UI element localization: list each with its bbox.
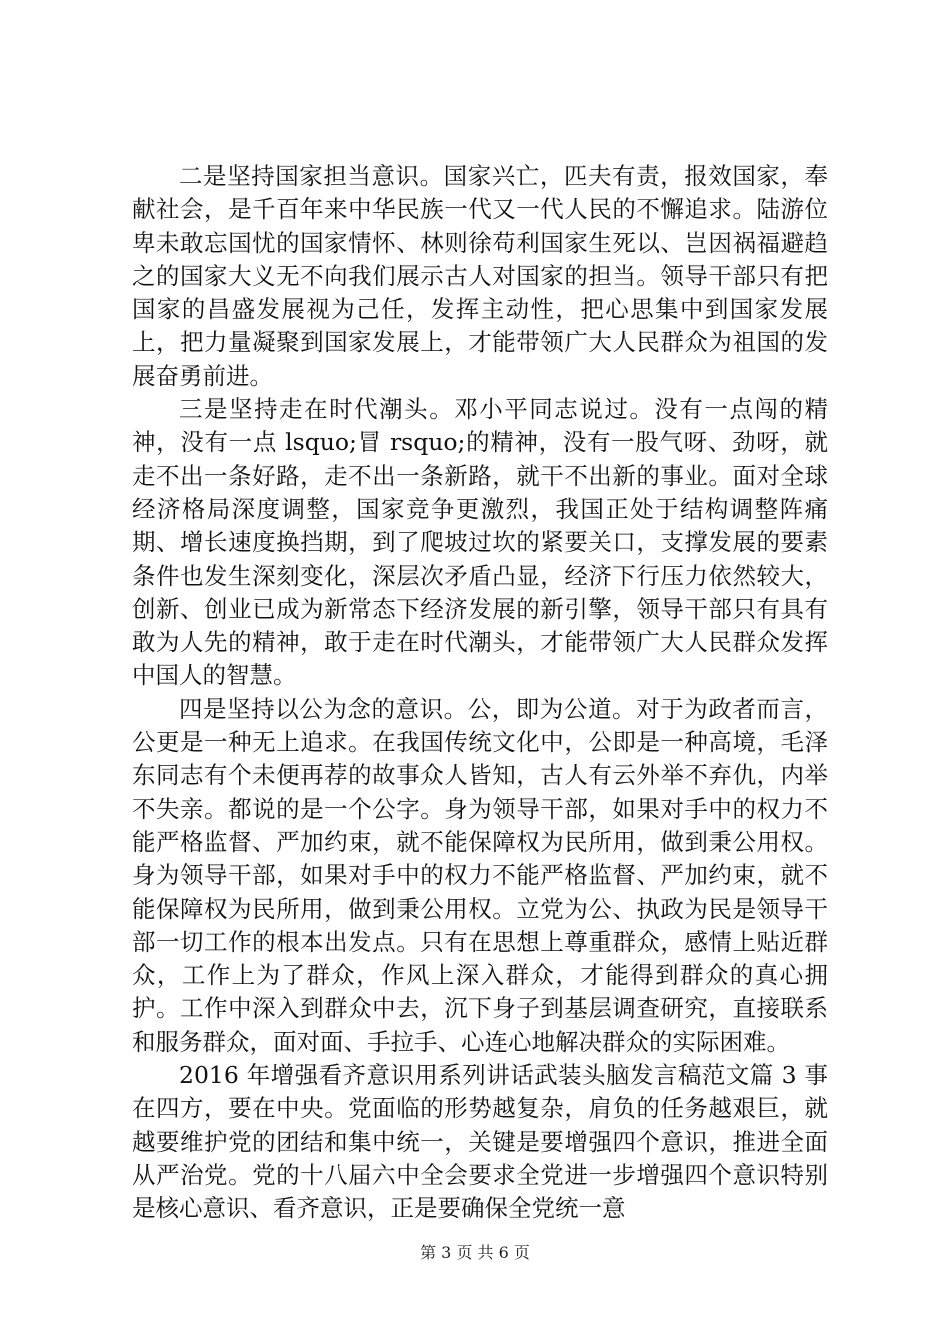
paragraph-forefront-of-era: 三是坚持走在时代潮头。邓小平同志说过。没有一点闯的精神，没有一点 lsquo;冒 rsquo;的精神，没有一股气呀、劲呀，就走不出一条好路，走不出一条新路，就干不出新的事业。面对全球经济格局深度调整，国家竞争更激烈，我国正处于结构调整阵痛期、增长速度换挡期，到了爬坡过坎的紧要关口，支撑发展的要素条件也发生深刻变化，深层次矛盾凸显，经济下行压力依然较大，创新、创业已成为新常态下经济发展的新引擎，领导干部只有具有敢为人先的精神，敢于走在时代潮头，才能带领广大人民群众发挥中国人的智慧。: [132, 395, 828, 690]
page-number-footer: 第 3 页 共 6 页: [420, 1243, 530, 1262]
paragraph-speech-article-3: 2016 年增强看齐意识用系列讲话武装头脑发言稿范文篇 3 事在四方，要在中央。党面临的形势越复杂，肩负的任务越艰巨，就越要维护党的团结和集中统一，关键是要增强四个意识，推进全面从严治党。党的十八届六中全会要求全党进一步增强四个意识特别是核心意识、看齐意识，正是要确保全党统一意: [132, 1061, 828, 1223]
paragraph-national-responsibility: 二是坚持国家担当意识。国家兴亡，匹夫有责，报效国家，奉献社会，是千百年来中华民族一代又一代人民的不懈追求。陆游位卑未敢忘国忧的国家情怀、林则徐苟利国家生死以、岂因祸福避趋之的国家大义无不向我们展示古人对国家的担当。领导干部只有把国家的昌盛发展视为己任，发挥主动性，把心思集中到国家发展上，把力量凝聚到国家发展上，才能带领广大人民群众为祖国的发展奋勇前进。: [132, 162, 828, 390]
document-body: [132, 160, 828, 1226]
paragraph-public-interest: 四是坚持以公为念的意识。公，即为公道。对于为政者而言，公更是一种无上追求。在我国传统文化中，公即是一种高境，毛泽东同志有个未便再荐的故事众人皆知，古人有云外举不弃仇，内举不失亲。都说的是一个公字。身为领导干部，如果对手中的权力不能严格监督、严加约束，就不能保障权为民所用，做到秉公用权。身为领导干部，如果对手中的权力不能严格监督、严加约束，就不能保障权为民所用，做到秉公用权。立党为公、执政为民是领导干部一切工作的根本出发点。只有在思想上尊重群众，感情上贴近群众，工作上为了群众，作风上深入群众，才能得到群众的真心拥护。工作中深入到群众中去，沉下身子到基层调查研究，直接联系和服务群众，面对面、手拉手、心连心地解决群众的实际困难。: [132, 694, 828, 1056]
